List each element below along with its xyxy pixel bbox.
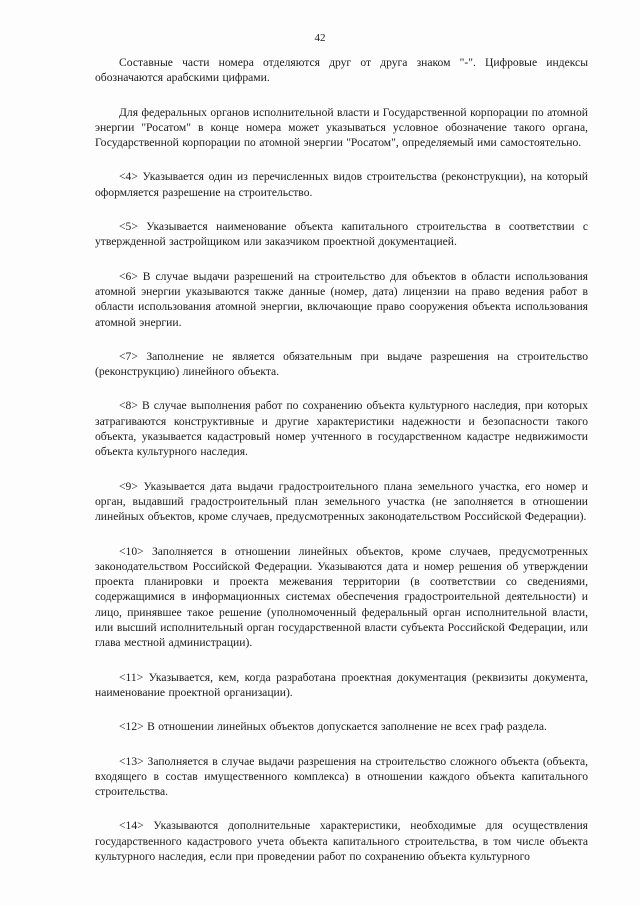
footnote-11: <11> Указывается, кем, когда разработана проектная документация (реквизиты документа, наименование проектной организации).	[95, 670, 588, 699]
paragraph-index-separators: Составные части номера отделяются друг от друга знаком "-". Цифровые индексы обозначаются арабскими цифрами.	[95, 56, 588, 85]
page-number: 42	[314, 32, 326, 44]
footnote-10: <10> Заполняется в отношении линейных объектов, кроме случаев, предусмотренных законодательством Российской Федерации. Указываются дата и номер решения об утверждении проекта планировки и проекта межевания территории (в соответствии со сведениями, содержащимися в информационных системах обеспечения градостроительной деятельности) и лицо, принявшее такое решение (уполномоченный федеральный орган исполнительной власти, или высший исполнительный орган государственной власти субъекта Российской Федерации, или глава местной администрации).	[95, 544, 588, 650]
footnote-6: <6> В случае выдачи разрешений на строительство для объектов в области использования атомной энергии указываются также данные (номер, дата) лицензии на право ведения работ в области использования атомной энергии, включающие право сооружения объекта использования атомной энергии.	[95, 269, 588, 329]
document-body	[95, 55, 588, 864]
footnote-7: <7> Заполнение не является обязательным при выдаче разрешения на строительство (реконструкцию) линейного объекта.	[95, 349, 588, 379]
footnote-14: <14> Указываются дополнительные характеристики, необходимые для осуществления государственного кадастрового учета объекта капитального строительства, в том числе объекта культурного наследия, если при проведении работ по сохранению объекта культурного	[95, 819, 588, 863]
footnote-4: <4> Указывается один из перечисленных видов строительства (реконструкции), на который оформляется разрешение на строительство.	[95, 170, 588, 199]
footnote-12: <12> В отношении линейных объектов допускается заполнение не всех граф раздела.	[119, 720, 547, 734]
footnote-8: <8> В случае выполнения работ по сохранению объекта культурного наследия, при которых затрагиваются конструктивные и другие характеристики надежности и безопасности такого объекта, указывается кадастровый номер учтенного в государственном кадастре недвижимости объекта культурного наследия.	[95, 399, 588, 459]
footnote-13: <13> Заполняется в случае выдачи разрешения на строительство сложного объекта (объекта, входящего в состав имущественного комплекса) в отношении каждого объекта капитального строительства.	[95, 754, 588, 799]
paragraph-rosatom-designation: Для федеральных органов исполнительной власти и Государственной корпорации по атомной энергии "Росатом" в конце номера может указываться условное обозначение такого органа, Государственной корпорации по атомной энергии "Росатом", определяемый ими самостоятельно.	[95, 105, 588, 150]
footnote-9: <9> Указывается дата выдачи градостроительного плана земельного участка, его номер и орган, выдавший градостроительный план земельного участка (не заполняется в отношении линейных объектов, кроме случаев, предусмотренных законодательством Российской Федерации).	[95, 479, 588, 524]
footnote-5: <5> Указывается наименование объекта капитального строительства в соответствии с утвержденной застройщиком или заказчиком проектной документацией.	[95, 220, 588, 249]
